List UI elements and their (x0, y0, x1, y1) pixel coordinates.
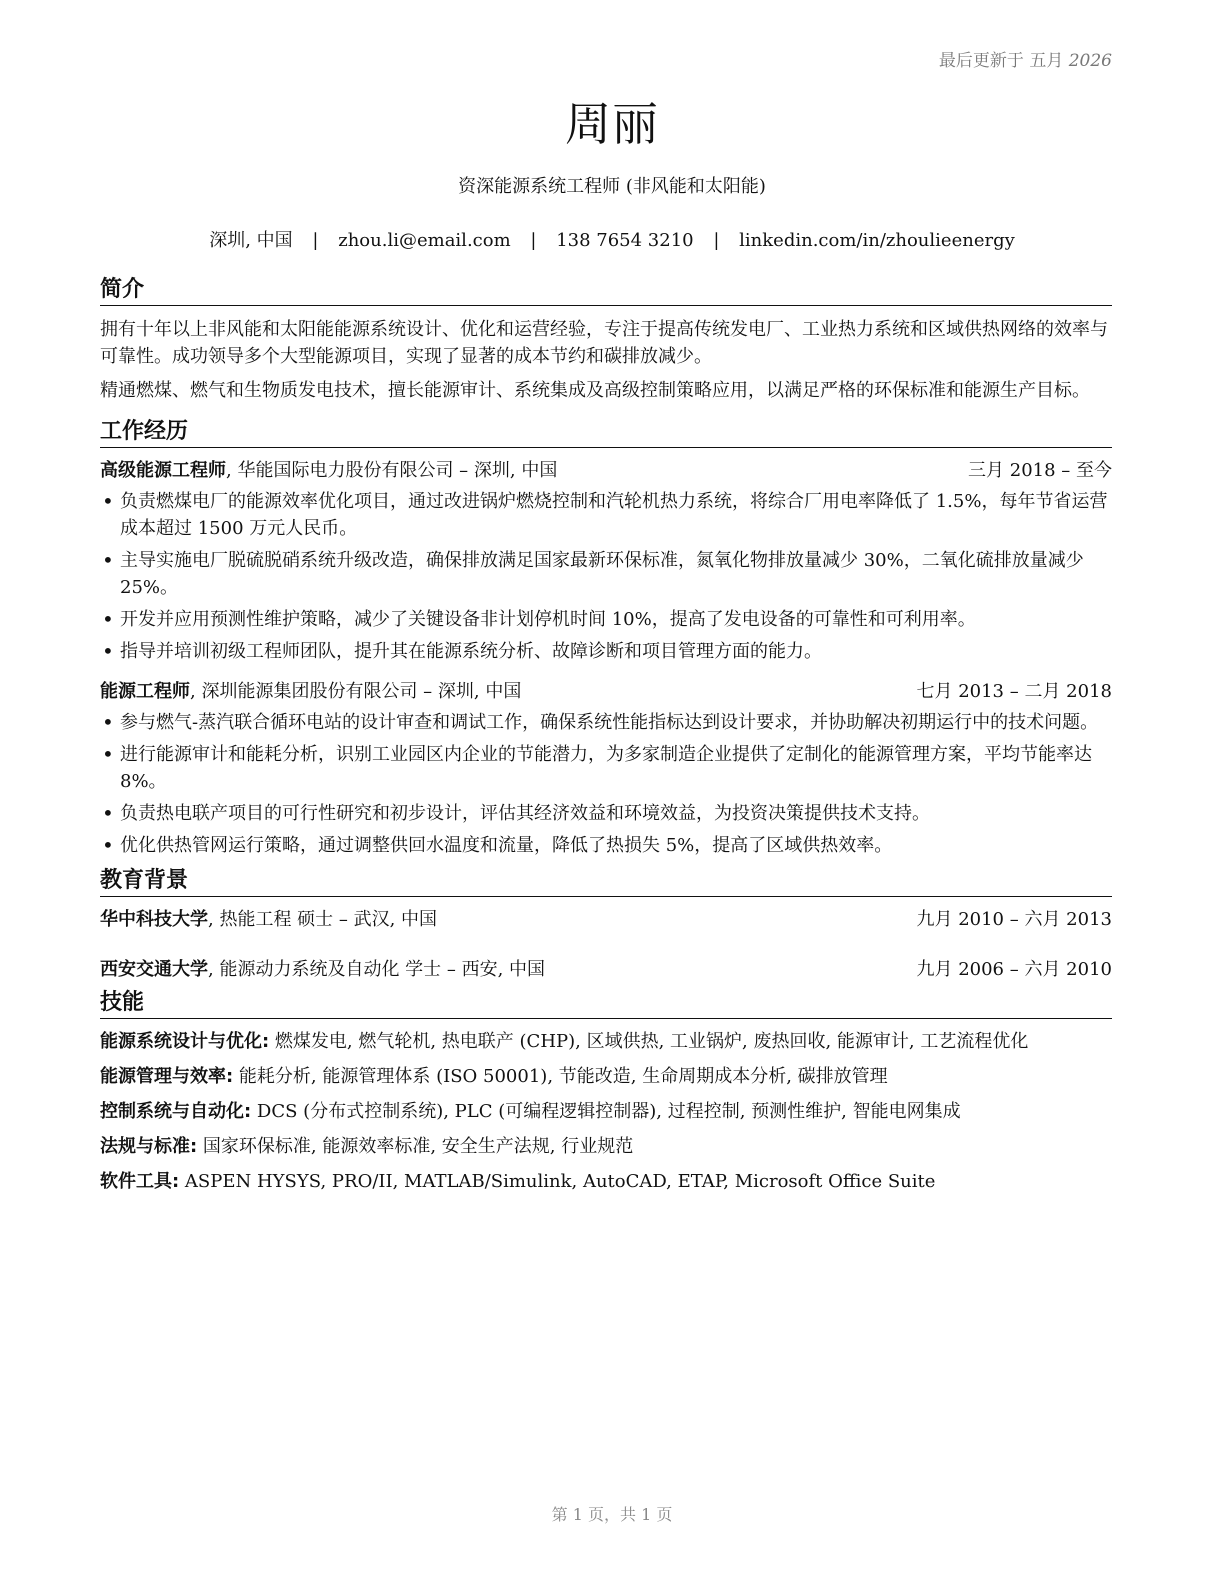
job-bullet: • 开发并应用预测性维护策略，减少了关键设备非计划停机时间 10%，提高了发电设备的可靠性和可利用率。 (100, 606, 1112, 633)
job-role-org (100, 458, 557, 484)
candidate-name: 周丽 (565, 97, 659, 151)
contact-separator: | (530, 230, 537, 251)
skill-line (100, 1029, 1112, 1055)
skill-value: DCS (分布式控制系统), PLC (可编程逻辑控制器), 过程控制, 预测性维护, 智能电网集成 (251, 1101, 961, 1122)
job-header (100, 458, 1112, 484)
job-header (100, 679, 1112, 705)
job-bullet: • 进行能源审计和能耗分析，识别工业园区内企业的节能潜力，为多家制造企业提供了定制化的能源管理方案，平均节能率达 8%。 (100, 741, 1112, 795)
skill-line (100, 1134, 1112, 1160)
skill-label: 能源系统设计与优化: (100, 1031, 270, 1052)
job-role: 能源工程师 (100, 681, 190, 702)
contact-separator: | (312, 230, 319, 251)
job-org: , 华能国际电力股份有限公司 – 深圳, 中国 (226, 460, 558, 481)
job-bullet: • 指导并培训初级工程师团队，提升其在能源系统分析、故障诊断和项目管理方面的能力。 (100, 638, 1112, 665)
education-school: 西安交通大学 (100, 959, 208, 980)
job-bullets (100, 709, 1112, 859)
contact-line (0, 226, 1224, 252)
education-school-detail (100, 957, 545, 983)
contact-email[interactable]: zhou.li@email.com (338, 230, 511, 251)
skill-value: 国家环保标准, 能源效率标准, 安全生产法规, 行业规范 (197, 1136, 634, 1157)
section-title-summary: 简介 (100, 276, 1112, 306)
section-title-skills: 技能 (100, 989, 1112, 1019)
education-school: 华中科技大学 (100, 909, 208, 930)
summary-paragraph: 拥有十年以上非风能和太阳能能源系统设计、优化和运营经验，专注于提高传统发电厂、工业热力系统和区域供热网络的效率与可靠性。成功领导多个大型能源项目，实现了显著的成本节约和碳排放减少。 (100, 319, 1108, 367)
skill-label: 控制系统与自动化: (100, 1101, 252, 1122)
job-bullet: • 负责热电联产项目的可行性研究和初步设计，评估其经济效益和环境效益，为投资决策提供技术支持。 (100, 800, 1112, 827)
education-section (100, 867, 1112, 983)
skill-line (100, 1169, 1112, 1195)
resume-body (100, 276, 1112, 1204)
job-bullets (100, 488, 1112, 665)
page-number: 第 1 页，共 1 页 (551, 1505, 673, 1524)
experience-section (100, 418, 1112, 859)
summary-paragraph: 精通燃煤、燃气和生物质发电技术，擅长能源审计、系统集成及高级控制策略应用，以满足严格的环保标准和能源生产目标。 (100, 380, 1090, 401)
contact-location: 深圳, 中国 (209, 230, 293, 251)
contact-phone[interactable]: 138 7654 3210 (556, 230, 694, 251)
skill-line (100, 1099, 1112, 1125)
education-detail: , 能源动力系统及自动化 学士 – 西安, 中国 (208, 959, 546, 980)
contact-separator: | (713, 230, 720, 251)
job-dates: 三月 2018 – 至今 (968, 460, 1112, 481)
job-bullet: • 参与燃气-蒸汽联合循环电站的设计审查和调试工作，确保系统性能指标达到设计要求，并协助解决初期运行中的技术问题。 (100, 709, 1112, 736)
job-role-org (100, 679, 521, 705)
education-item (100, 957, 1112, 983)
education-item (100, 907, 1112, 933)
section-title-experience: 工作经历 (100, 418, 1112, 448)
education-school-detail (100, 907, 437, 933)
job-bullet: • 优化供热管网运行策略，通过调整供回水温度和流量，降低了热损失 5%，提高了区域供热效率。 (100, 832, 1112, 859)
last-updated-year: 2026 (1068, 51, 1112, 71)
last-updated-label: 最后更新于 五月 (938, 51, 1064, 71)
skill-line (100, 1064, 1112, 1090)
job-dates: 七月 2013 – 二月 2018 (916, 681, 1112, 702)
section-title-education: 教育背景 (100, 867, 1112, 897)
skills-section (100, 989, 1112, 1195)
job-bullet: • 主导实施电厂脱硫脱硝系统升级改造，确保排放满足国家最新环保标准，氮氧化物排放量减少 30%，二氧化硫排放量减少 25%。 (100, 547, 1112, 601)
education-dates: 九月 2006 – 六月 2010 (916, 959, 1112, 980)
contact-linkedin[interactable]: linkedin.com/in/zhoulieenergy (739, 230, 1015, 251)
job-org: , 深圳能源集团股份有限公司 – 深圳, 中国 (190, 681, 522, 702)
skill-label: 能源管理与效率: (100, 1066, 234, 1087)
skill-value: ASPEN HYSYS, PRO/II, MATLAB/Simulink, AutoCAD, ETAP, Microsoft Office Suite (179, 1171, 936, 1192)
last-updated (939, 46, 1112, 71)
education-dates: 九月 2010 – 六月 2013 (916, 909, 1112, 930)
job-role: 高级能源工程师 (100, 460, 226, 481)
skill-label: 软件工具: (100, 1171, 180, 1192)
skill-label: 法规与标准: (100, 1136, 198, 1157)
skill-value: 燃煤发电, 燃气轮机, 热电联产 (CHP), 区域供热, 工业锅炉, 废热回收, 能源审计, 工艺流程优化 (269, 1031, 1029, 1052)
skill-value: 能耗分析, 能源管理体系 (ISO 50001), 节能改造, 生命周期成本分析, 碳排放管理 (233, 1066, 888, 1087)
candidate-title: 资深能源系统工程师 (非风能和太阳能) (458, 176, 766, 197)
job-bullet: • 负责燃煤电厂的能源效率优化项目，通过改进锅炉燃烧控制和汽轮机热力系统，将综合厂用电率降低了 1.5%，每年节省运营成本超过 1500 万元人民币。 (100, 488, 1112, 542)
education-detail: , 热能工程 硕士 – 武汉, 中国 (208, 909, 438, 930)
summary-section (100, 276, 1112, 404)
